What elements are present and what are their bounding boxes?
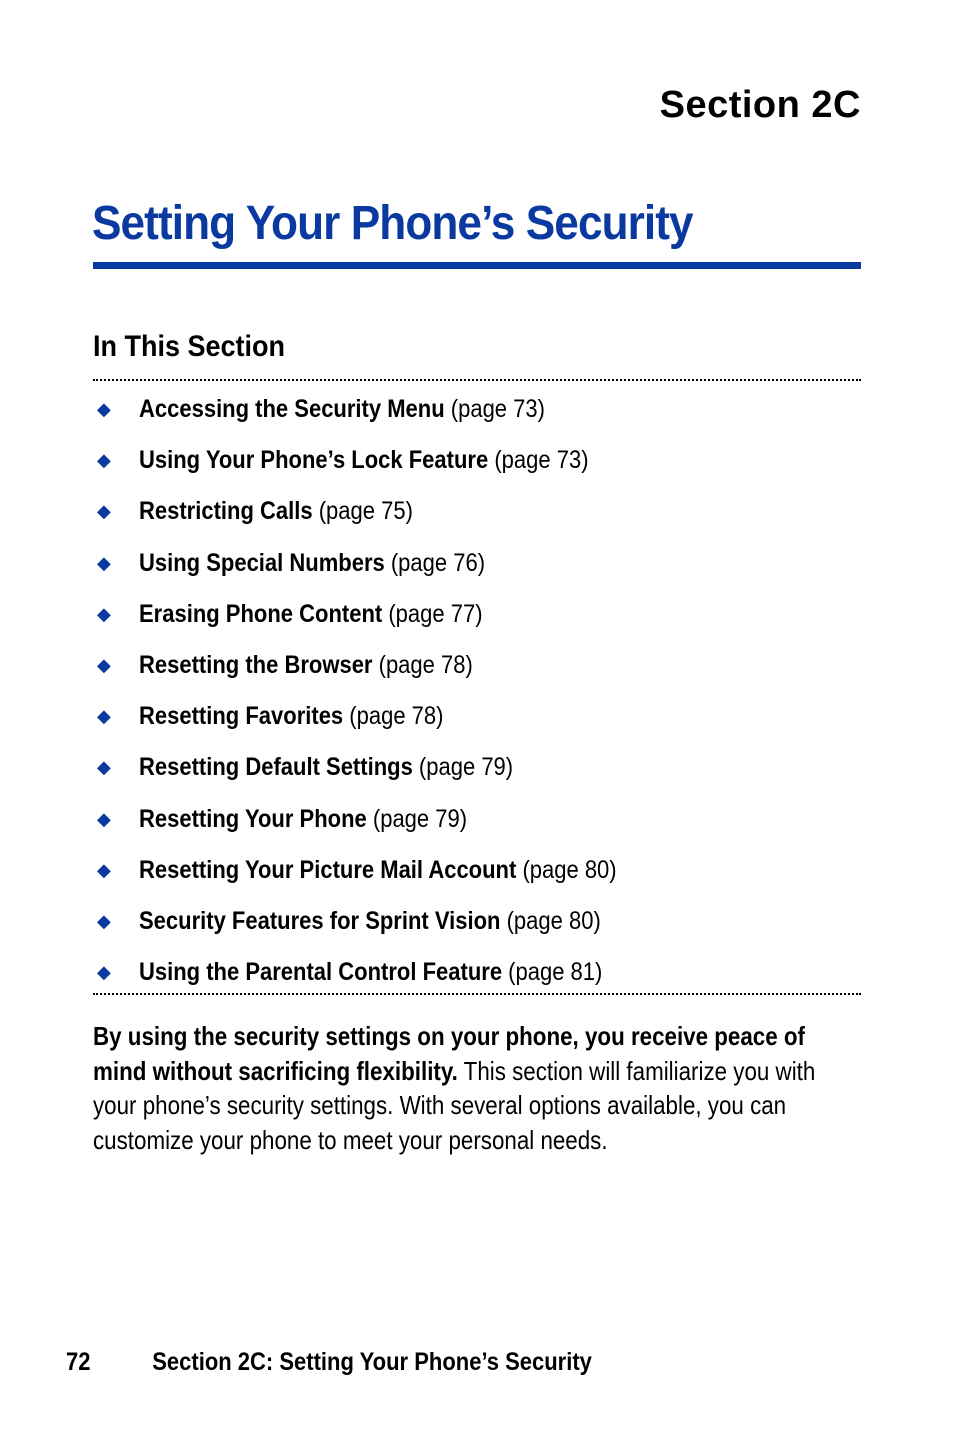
page-footer (66, 1348, 592, 1377)
toc-item-title: Using Your Phone’s Lock Feature (139, 446, 489, 475)
toc-item-page[interactable]: (page 75) (318, 497, 413, 526)
toc-item[interactable] (93, 947, 861, 998)
intro-lead: By using the security settings on your phone, you receive peace of mind without sacrificing flexibility. (93, 1021, 805, 1086)
toc-item-title: Resetting Your Phone (139, 804, 367, 833)
toc-bottom-divider (93, 993, 861, 995)
toc-item-title: Resetting Your Picture Mail Account (139, 855, 517, 884)
toc-item[interactable] (93, 794, 861, 845)
toc-item-title: Erasing Phone Content (139, 599, 383, 628)
section-label: Section 2C (659, 84, 861, 126)
toc-item-page[interactable]: (page 78) (378, 651, 473, 680)
toc-item-page[interactable]: (page 73) (494, 446, 589, 475)
toc-item-page[interactable]: (page 79) (418, 753, 514, 782)
title-underline (93, 262, 861, 269)
toc-item-page[interactable]: (page 80) (506, 906, 601, 935)
diamond-bullet-icon (93, 655, 139, 676)
page-title: Setting Your Phone’s Security (92, 197, 693, 250)
diamond-bullet-icon (93, 757, 139, 778)
diamond-bullet-icon (93, 962, 139, 983)
toc-item[interactable] (93, 691, 861, 742)
diamond-bullet-icon (93, 604, 139, 625)
toc-item-page[interactable]: (page 80) (522, 855, 617, 884)
toc-item-page[interactable]: (page 77) (388, 599, 483, 628)
toc-item[interactable] (93, 435, 861, 486)
toc-item[interactable] (93, 486, 861, 537)
diamond-bullet-icon (93, 450, 139, 471)
diamond-bullet-icon (93, 911, 139, 932)
page-number: 72 (66, 1348, 91, 1376)
toc-list (93, 384, 861, 998)
in-this-section-heading: In This Section (93, 330, 286, 363)
toc-item[interactable] (93, 538, 861, 589)
toc-item[interactable] (93, 742, 861, 793)
toc-item-title: Using Special Numbers (139, 548, 385, 577)
toc-item-title: Using the Parental Control Feature (139, 958, 503, 987)
diamond-bullet-icon (93, 706, 139, 727)
toc-top-divider (93, 379, 861, 381)
toc-item-title: Restricting Calls (139, 497, 313, 526)
toc-item-page[interactable]: (page 78) (349, 702, 444, 731)
diamond-bullet-icon (93, 809, 139, 830)
toc-item-title: Accessing the Security Menu (139, 395, 445, 424)
toc-item[interactable] (93, 640, 861, 691)
toc-item-page[interactable]: (page 76) (390, 548, 486, 577)
toc-item[interactable] (93, 589, 861, 640)
intro-body: This section will familiarize you with your phone’s security settings. With several options available, you can customize your phone to meet your personal needs. (93, 1055, 816, 1155)
toc-item-page[interactable]: (page 81) (508, 958, 603, 987)
toc-item-title: Security Features for Sprint Vision (139, 906, 501, 935)
toc-item[interactable] (93, 384, 861, 435)
diamond-bullet-icon (93, 553, 139, 574)
diamond-bullet-icon (93, 860, 139, 881)
running-title: Section 2C: Setting Your Phone’s Security (152, 1348, 592, 1376)
toc-item-title: Resetting Default Settings (139, 753, 413, 782)
toc-item-title: Resetting Favorites (139, 702, 344, 731)
intro-paragraph (93, 1019, 815, 1157)
diamond-bullet-icon (93, 399, 139, 420)
toc-item-title: Resetting the Browser (139, 651, 373, 680)
toc-item-page[interactable]: (page 73) (450, 395, 545, 424)
toc-item[interactable] (93, 845, 861, 896)
diamond-bullet-icon (93, 501, 139, 522)
toc-item-page[interactable]: (page 79) (372, 804, 468, 833)
toc-item[interactable] (93, 896, 861, 947)
